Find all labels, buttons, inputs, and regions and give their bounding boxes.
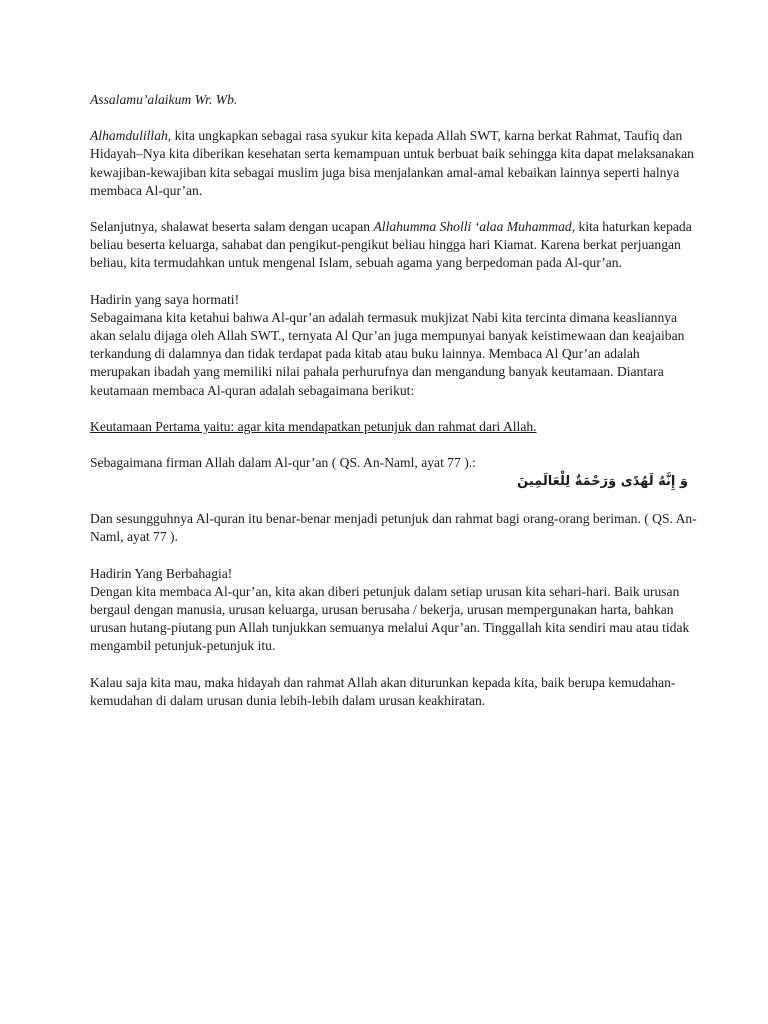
heading-hadirin-hormati: Hadirin yang saya hormati! bbox=[90, 291, 240, 307]
heading-keutamaan-pertama: Keutamaan Pertama yaitu: agar kita mendapatkan petunjuk dan rahmat dari Allah. bbox=[90, 418, 537, 434]
spacer bbox=[90, 656, 700, 674]
spacer bbox=[90, 400, 700, 418]
paragraph-petunjuk: Dengan kita membaca Al-qur’an, kita akan diberi petunjuk dalam setiap urusan kita sehari-hari. Baik urusan bergaul dengan manusia, urusan keluarga, urusan berusaha / bekerja, urusan mempergunakan harta, bahkan urusan hutang-piutang pun Allah tunjukkan semuanya melalui Aqur’an. Tinggallah kita sendiri mau atau tidak mengambil petunjuk-petunjuk itu. bbox=[90, 583, 690, 654]
spacer bbox=[90, 436, 700, 454]
paragraph-opening bbox=[90, 127, 700, 200]
spacer bbox=[90, 492, 700, 510]
spacer bbox=[90, 547, 700, 565]
paragraph-shalawat bbox=[90, 218, 700, 273]
shalawat-before: Selanjutnya, shalawat beserta salam dengan ucapan bbox=[90, 219, 374, 235]
document-page bbox=[90, 91, 700, 710]
shalawat-italic: Allahumma Sholli ‘alaa Muhammad bbox=[373, 219, 572, 235]
paragraph-mukjizat: Sebagaimana kita ketahui bahwa Al-qur’an adalah termasuk mukjizat Nabi kita tercinta dimana keasliannya akan selalu dijaga oleh Allah SWT., ternyata Al Qur’an juga mempunyai banyak keistimewaan dan keajaiban terkandung di dalamnya dan tidak terdapat pada kitab atau buku lainnya. Membaca Al Qur’an adalah merupakan ibadah yang memiliki nilai pahala perhurufnya dan mengandung banyak keutamaan. Diantara keutamaan membaca Al-quran adalah sebagaimana berikut: bbox=[90, 309, 685, 398]
heading-hadirin-berbahagia: Hadirin Yang Berbahagia! bbox=[90, 565, 233, 581]
shalawat-after: , kita haturkan kepada beliau beserta keluarga, sahabat dan pengikut-pengikut beliau hingga hari Kiamat. Karena berkat perjuangan beliau, kita termudahkan untuk mengenal Islam, sebuah agama yang berpedoman pada Al-qur’an. bbox=[90, 219, 692, 271]
spacer bbox=[90, 200, 700, 218]
paragraph-translation: Dan sesungguhnya Al-quran itu benar-benar menjadi petunjuk dan rahmat bagi orang-orang beriman. ( QS. An-Naml, ayat 77 ). bbox=[90, 511, 697, 545]
citation-intro: Sebagaimana firman Allah dalam Al-qur’an ( QS. An-Naml, ayat 77 ).: bbox=[90, 455, 476, 471]
arabic-verse: وَ إِنَّهُ لَهُدًى وَرَحْمَةٌ لِلْعَالَمِينَ bbox=[517, 474, 688, 490]
spacer bbox=[90, 273, 700, 291]
opening-text: kita ungkapkan sebagai rasa syukur kita kepada Allah SWT, karna berkat Rahmat, Taufiq dan Hidayah–Nya kita diberikan kesehatan serta kemampuan untuk berbuat baik sehingga kita dapat melaksanakan kewajiban-kewajiban kita sebagai muslim juga bisa menjalankan amal-amal kebaikan lainnya seperti halnya membaca Al-qur’an. bbox=[90, 128, 694, 198]
opening-lead: Alhamdulillah, bbox=[90, 128, 172, 144]
paragraph-hidayah: Kalau saja kita mau, maka hidayah dan rahmat Allah akan diturunkan kepada kita, baik berupa kemudahan-kemudahan di dalam urusan dunia lebih-lebih dalam urusan keakhiratan. bbox=[90, 674, 676, 708]
spacer bbox=[90, 109, 700, 127]
greeting: Assalamu’alaikum Wr. Wb. bbox=[90, 92, 238, 107]
